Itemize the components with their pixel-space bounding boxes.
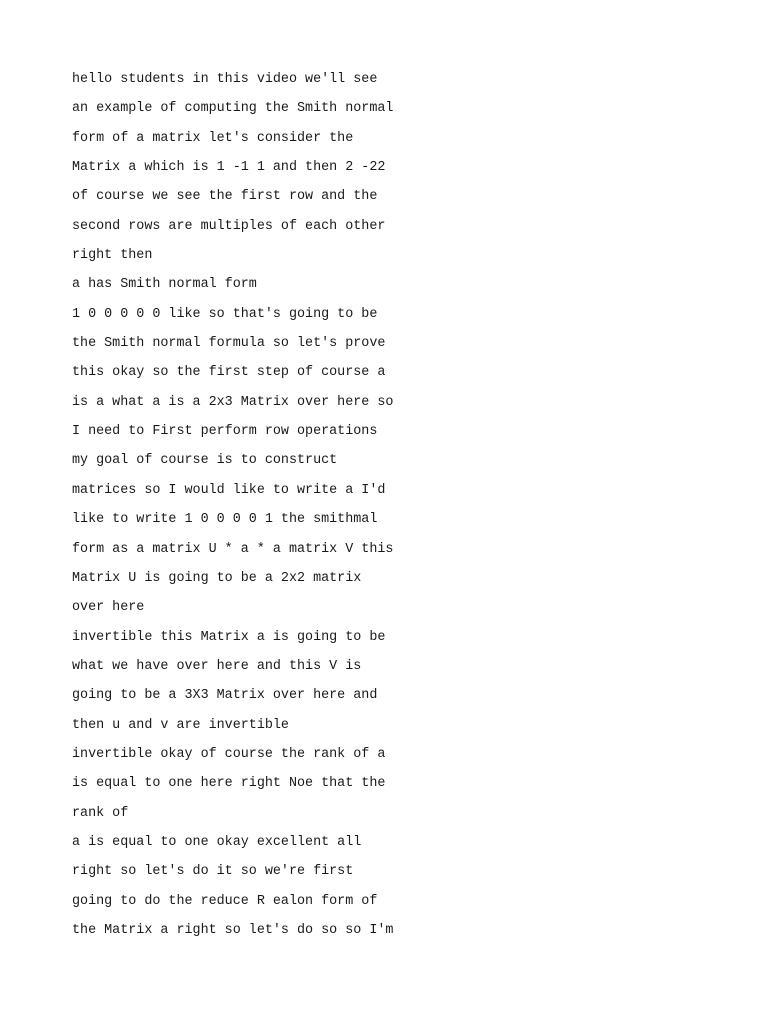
- transcript-line: a has Smith normal form: [72, 277, 257, 293]
- transcript-line: Matrix U is going to be a 2x2 matrix: [72, 570, 362, 586]
- transcript-line: second rows are multiples of each other: [72, 218, 386, 234]
- transcript-line: rank of: [72, 805, 129, 821]
- transcript-line: going to do the reduce R ealon form of: [72, 893, 378, 909]
- transcript-line: like to write 1 0 0 0 0 1 the smithmal: [72, 512, 378, 528]
- transcript-line: this okay so the first step of course a: [72, 365, 386, 381]
- transcript-line: then u and v are invertible: [72, 717, 289, 733]
- transcript-line: right then: [72, 248, 153, 264]
- transcript-line: going to be a 3X3 Matrix over here and: [72, 688, 378, 704]
- transcript-line: what we have over here and this V is: [72, 658, 362, 674]
- transcript-line: an example of computing the Smith normal: [72, 101, 394, 117]
- transcript-line: is equal to one here right Noe that the: [72, 776, 386, 792]
- transcript-line: I need to First perform row operations: [72, 424, 378, 440]
- transcript-line: of course we see the first row and the: [72, 189, 378, 205]
- transcript-line: over here: [72, 600, 145, 616]
- transcript-line: invertible this Matrix a is going to be: [72, 629, 386, 645]
- transcript-line: right so let's do it so we're first: [72, 864, 354, 880]
- transcript-line: form as a matrix U * a * a matrix V this: [72, 541, 394, 557]
- transcript-line: form of a matrix let's consider the: [72, 130, 354, 146]
- transcript-line: is a what a is a 2x3 Matrix over here so: [72, 394, 394, 410]
- transcript-line: matrices so I would like to write a I'd: [72, 482, 386, 498]
- transcript-line: 1 0 0 0 0 0 like so that's going to be: [72, 306, 378, 322]
- transcript-line: the Matrix a right so let's do so so I'm: [72, 922, 394, 938]
- transcript-text: [72, 65, 752, 945]
- transcript-line: the Smith normal formula so let's prove: [72, 336, 386, 352]
- transcript-line: Matrix a which is 1 -1 1 and then 2 -22: [72, 160, 386, 176]
- transcript-line: my goal of course is to construct: [72, 453, 338, 469]
- transcript-line: hello students in this video we'll see: [72, 72, 378, 87]
- transcript-line: invertible okay of course the rank of a: [72, 746, 386, 762]
- transcript-line: a is equal to one okay excellent all: [72, 834, 362, 850]
